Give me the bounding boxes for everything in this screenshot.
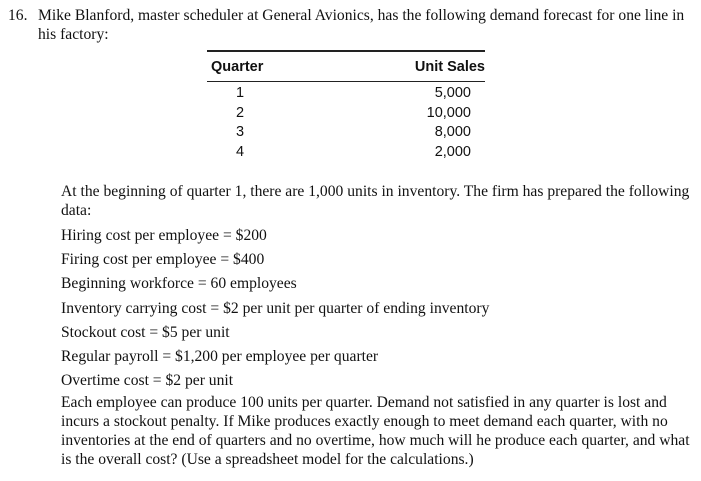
- sales-cell: 2,000: [434, 143, 471, 160]
- table-header: [207, 52, 485, 81]
- header-quarter: Quarter: [211, 59, 264, 75]
- data-line-stockout-cost: Stockout cost = $5 per unit: [61, 323, 230, 341]
- header-unit-sales: Unit Sales: [414, 59, 485, 75]
- data-line-hiring-cost: Hiring cost per employee = $200: [61, 227, 267, 244]
- data-line-overtime-cost: Overtime cost = $2 per unit: [61, 372, 234, 390]
- sales-cell: 5,000: [434, 85, 471, 101]
- data-line-regular-payroll: Regular payroll = $1,200 per employee per quarter: [61, 347, 379, 365]
- table-row: [207, 105, 485, 125]
- sales-cell: 10,000: [426, 104, 471, 121]
- sales-cell: 8,000: [434, 124, 471, 140]
- table-row: [207, 144, 485, 164]
- quarter-cell: 4: [236, 143, 245, 160]
- demand-forecast-table: [207, 50, 485, 163]
- data-line-beginning-workforce: Beginning workforce = 60 employees: [61, 275, 297, 293]
- quarter-cell: 1: [236, 85, 245, 101]
- quarter-cell: 3: [236, 124, 245, 140]
- problem-number: 16.: [8, 7, 28, 24]
- inventory-paragraph: At the beginning of quarter 1, there are 1,000 units in inventory. The firm has prepared the following data:: [61, 183, 690, 219]
- data-line-firing-cost: Firing cost per employee = $400: [61, 251, 265, 269]
- table-body: [207, 82, 485, 163]
- data-line-inventory-carrying-cost: Inventory carrying cost = $2 per unit per quarter of ending inventory: [61, 299, 490, 317]
- table-row: [207, 85, 485, 105]
- final-paragraph: Each employee can produce 100 units per quarter. Demand not satisfied in any quarter is lost and incurs a stockout penalty. If Mike produces exactly enough to meet demand each quarter, with no inventories at the end of quarters and no overtime, how much will he produce each quarter, and what is the overall cost? (Use a spreadsheet model for the calculations.): [61, 394, 690, 469]
- problem-body: [61, 182, 691, 469]
- problem-intro: Mike Blanford, master scheduler at General Avionics, has the following demand forecast for one line in his factory:: [38, 7, 685, 43]
- quarter-cell: 2: [236, 104, 245, 121]
- table-row: [207, 124, 485, 144]
